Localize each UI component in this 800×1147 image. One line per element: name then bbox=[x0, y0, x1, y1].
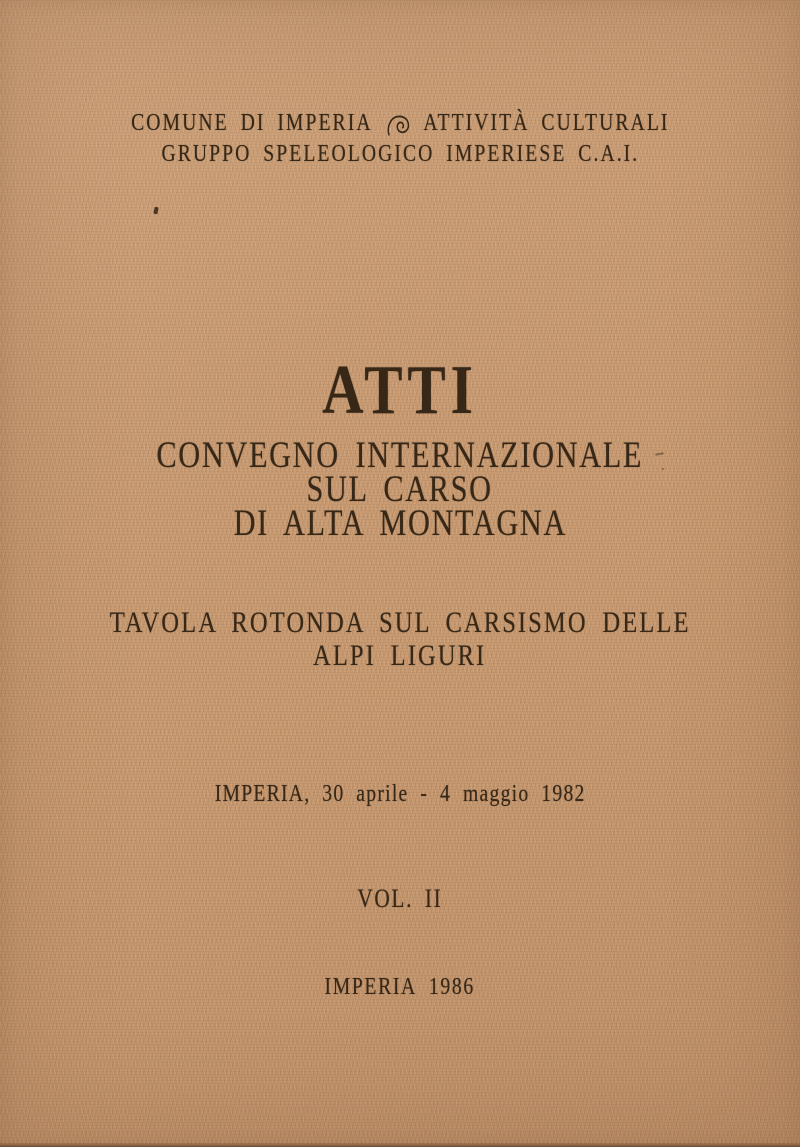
event-date-line: IMPERIA, 30 aprile - 4 maggio 1982 bbox=[214, 781, 586, 807]
roundtable-line-2: ALPI LIGURI bbox=[313, 639, 487, 672]
cover-bottom-edge bbox=[0, 1142, 800, 1147]
imprint-line: IMPERIA 1986 bbox=[324, 974, 476, 1000]
volume-label: VOL. II bbox=[357, 884, 443, 913]
subtitle-line-2: SUL CARSO bbox=[306, 469, 494, 510]
publisher-line-1 bbox=[0, 110, 800, 137]
book-title: ATTI bbox=[322, 352, 478, 429]
roundtable-line-1: TAVOLA ROTONDA SUL CARSISMO DELLE bbox=[109, 606, 691, 639]
publisher-line-2: GRUPPO SPELEOLOGICO IMPERIESE C.A.I. bbox=[161, 141, 639, 167]
publisher-line-1-right: ATTIVITÀ CULTURALI bbox=[423, 110, 670, 136]
ink-speck bbox=[662, 468, 664, 470]
publisher-line-1-left: COMUNE DI IMPERIA bbox=[130, 110, 373, 136]
ink-speck bbox=[153, 207, 158, 215]
spiral-ornament-icon bbox=[382, 108, 413, 138]
subtitle-line-1: CONVEGNO INTERNAZIONALE bbox=[156, 435, 644, 476]
subtitle-line-3: DI ALTA MONTAGNA bbox=[233, 503, 567, 544]
